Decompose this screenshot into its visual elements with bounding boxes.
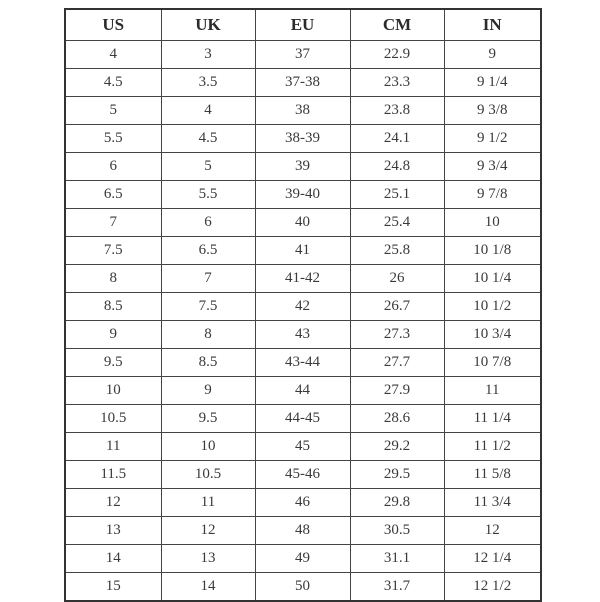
table-row: [65, 125, 541, 153]
table-cell-eu: 44-45: [255, 405, 350, 433]
table-cell-uk: 10.5: [161, 461, 255, 489]
table-cell-in: 11 5/8: [444, 461, 541, 489]
table-row: [65, 573, 541, 602]
table-cell-in: 9 7/8: [444, 181, 541, 209]
table-row: [65, 433, 541, 461]
table-cell-cm: 27.7: [350, 349, 444, 377]
table-row: [65, 461, 541, 489]
table-cell-cm: 25.8: [350, 237, 444, 265]
table-cell-eu: 42: [255, 293, 350, 321]
table-cell-uk: 13: [161, 545, 255, 573]
table-cell-in: 10: [444, 209, 541, 237]
table-cell-us: 14: [65, 545, 161, 573]
table-cell-us: 8: [65, 265, 161, 293]
table-cell-eu: 49: [255, 545, 350, 573]
table-cell-cm: 26: [350, 265, 444, 293]
table-row: [65, 545, 541, 573]
table-cell-cm: 24.1: [350, 125, 444, 153]
table-row: [65, 69, 541, 97]
table-row: [65, 265, 541, 293]
table-cell-cm: 29.8: [350, 489, 444, 517]
table-cell-eu: 39: [255, 153, 350, 181]
table-cell-us: 13: [65, 517, 161, 545]
table-cell-eu: 41: [255, 237, 350, 265]
table-cell-us: 5.5: [65, 125, 161, 153]
table-cell-uk: 9.5: [161, 405, 255, 433]
table-cell-eu: 38-39: [255, 125, 350, 153]
table-cell-in: 12 1/4: [444, 545, 541, 573]
table-cell-eu: 43-44: [255, 349, 350, 377]
table-cell-us: 7: [65, 209, 161, 237]
table-cell-eu: 41-42: [255, 265, 350, 293]
table-row: [65, 293, 541, 321]
table-cell-in: 12 1/2: [444, 573, 541, 602]
table-row: [65, 321, 541, 349]
table-cell-uk: 8.5: [161, 349, 255, 377]
table-cell-cm: 25.4: [350, 209, 444, 237]
column-header-us: US: [65, 9, 161, 41]
table-cell-in: 12: [444, 517, 541, 545]
table-cell-us: 7.5: [65, 237, 161, 265]
table-cell-uk: 4.5: [161, 125, 255, 153]
table-cell-eu: 40: [255, 209, 350, 237]
table-cell-cm: 28.6: [350, 405, 444, 433]
table-cell-uk: 14: [161, 573, 255, 602]
table-cell-us: 5: [65, 97, 161, 125]
table-cell-us: 11: [65, 433, 161, 461]
table-cell-uk: 12: [161, 517, 255, 545]
table-cell-eu: 45: [255, 433, 350, 461]
table-cell-cm: 27.9: [350, 377, 444, 405]
table-cell-us: 4: [65, 41, 161, 69]
table-cell-eu: 46: [255, 489, 350, 517]
table-cell-uk: 3.5: [161, 69, 255, 97]
table-cell-in: 11: [444, 377, 541, 405]
table-cell-cm: 30.5: [350, 517, 444, 545]
table-cell-eu: 50: [255, 573, 350, 602]
table-cell-cm: 31.1: [350, 545, 444, 573]
table-cell-eu: 37-38: [255, 69, 350, 97]
column-header-uk: UK: [161, 9, 255, 41]
table-cell-cm: 24.8: [350, 153, 444, 181]
table-cell-eu: 37: [255, 41, 350, 69]
table-row: [65, 405, 541, 433]
table-row: [65, 209, 541, 237]
table-cell-in: 9 3/4: [444, 153, 541, 181]
table-cell-us: 15: [65, 573, 161, 602]
table-row: [65, 377, 541, 405]
table-row: [65, 237, 541, 265]
table-cell-us: 11.5: [65, 461, 161, 489]
table-cell-us: 9: [65, 321, 161, 349]
table-cell-in: 10 7/8: [444, 349, 541, 377]
table-cell-eu: 38: [255, 97, 350, 125]
table-row: [65, 153, 541, 181]
table-cell-in: 10 1/2: [444, 293, 541, 321]
table-cell-us: 10.5: [65, 405, 161, 433]
table-cell-eu: 48: [255, 517, 350, 545]
table-cell-cm: 23.3: [350, 69, 444, 97]
table-cell-cm: 27.3: [350, 321, 444, 349]
table-cell-in: 11 3/4: [444, 489, 541, 517]
table-cell-uk: 7: [161, 265, 255, 293]
table-cell-in: 9 1/2: [444, 125, 541, 153]
table-cell-cm: 29.5: [350, 461, 444, 489]
table-body: [65, 41, 541, 602]
table-cell-cm: 25.1: [350, 181, 444, 209]
table-cell-us: 6.5: [65, 181, 161, 209]
table-cell-us: 4.5: [65, 69, 161, 97]
table-cell-eu: 45-46: [255, 461, 350, 489]
table-cell-cm: 22.9: [350, 41, 444, 69]
table-cell-us: 8.5: [65, 293, 161, 321]
table-cell-in: 10 1/8: [444, 237, 541, 265]
table-header: [65, 9, 541, 41]
column-header-in: IN: [444, 9, 541, 41]
column-header-eu: EU: [255, 9, 350, 41]
table-cell-in: 9: [444, 41, 541, 69]
table-cell-uk: 5.5: [161, 181, 255, 209]
table-cell-uk: 11: [161, 489, 255, 517]
table-cell-in: 9 3/8: [444, 97, 541, 125]
table-cell-uk: 3: [161, 41, 255, 69]
table-cell-cm: 31.7: [350, 573, 444, 602]
table-cell-in: 10 1/4: [444, 265, 541, 293]
table-cell-us: 10: [65, 377, 161, 405]
table-row: [65, 41, 541, 69]
table-cell-uk: 9: [161, 377, 255, 405]
table-row: [65, 517, 541, 545]
table-cell-uk: 5: [161, 153, 255, 181]
table-cell-uk: 7.5: [161, 293, 255, 321]
table-cell-in: 10 3/4: [444, 321, 541, 349]
table-row: [65, 489, 541, 517]
table-cell-uk: 6: [161, 209, 255, 237]
header-row: [65, 9, 541, 41]
table-cell-uk: 6.5: [161, 237, 255, 265]
table-cell-us: 9.5: [65, 349, 161, 377]
table-row: [65, 181, 541, 209]
table-cell-in: 9 1/4: [444, 69, 541, 97]
table-cell-us: 12: [65, 489, 161, 517]
table-row: [65, 349, 541, 377]
table-cell-cm: 26.7: [350, 293, 444, 321]
table-cell-uk: 10: [161, 433, 255, 461]
table-cell-cm: 23.8: [350, 97, 444, 125]
table-cell-cm: 29.2: [350, 433, 444, 461]
size-chart-table: [64, 8, 542, 602]
table-cell-in: 11 1/2: [444, 433, 541, 461]
table-row: [65, 97, 541, 125]
table-cell-uk: 4: [161, 97, 255, 125]
table-cell-eu: 44: [255, 377, 350, 405]
table-cell-eu: 43: [255, 321, 350, 349]
table-cell-eu: 39-40: [255, 181, 350, 209]
table-cell-us: 6: [65, 153, 161, 181]
column-header-cm: CM: [350, 9, 444, 41]
table-cell-in: 11 1/4: [444, 405, 541, 433]
table-cell-uk: 8: [161, 321, 255, 349]
